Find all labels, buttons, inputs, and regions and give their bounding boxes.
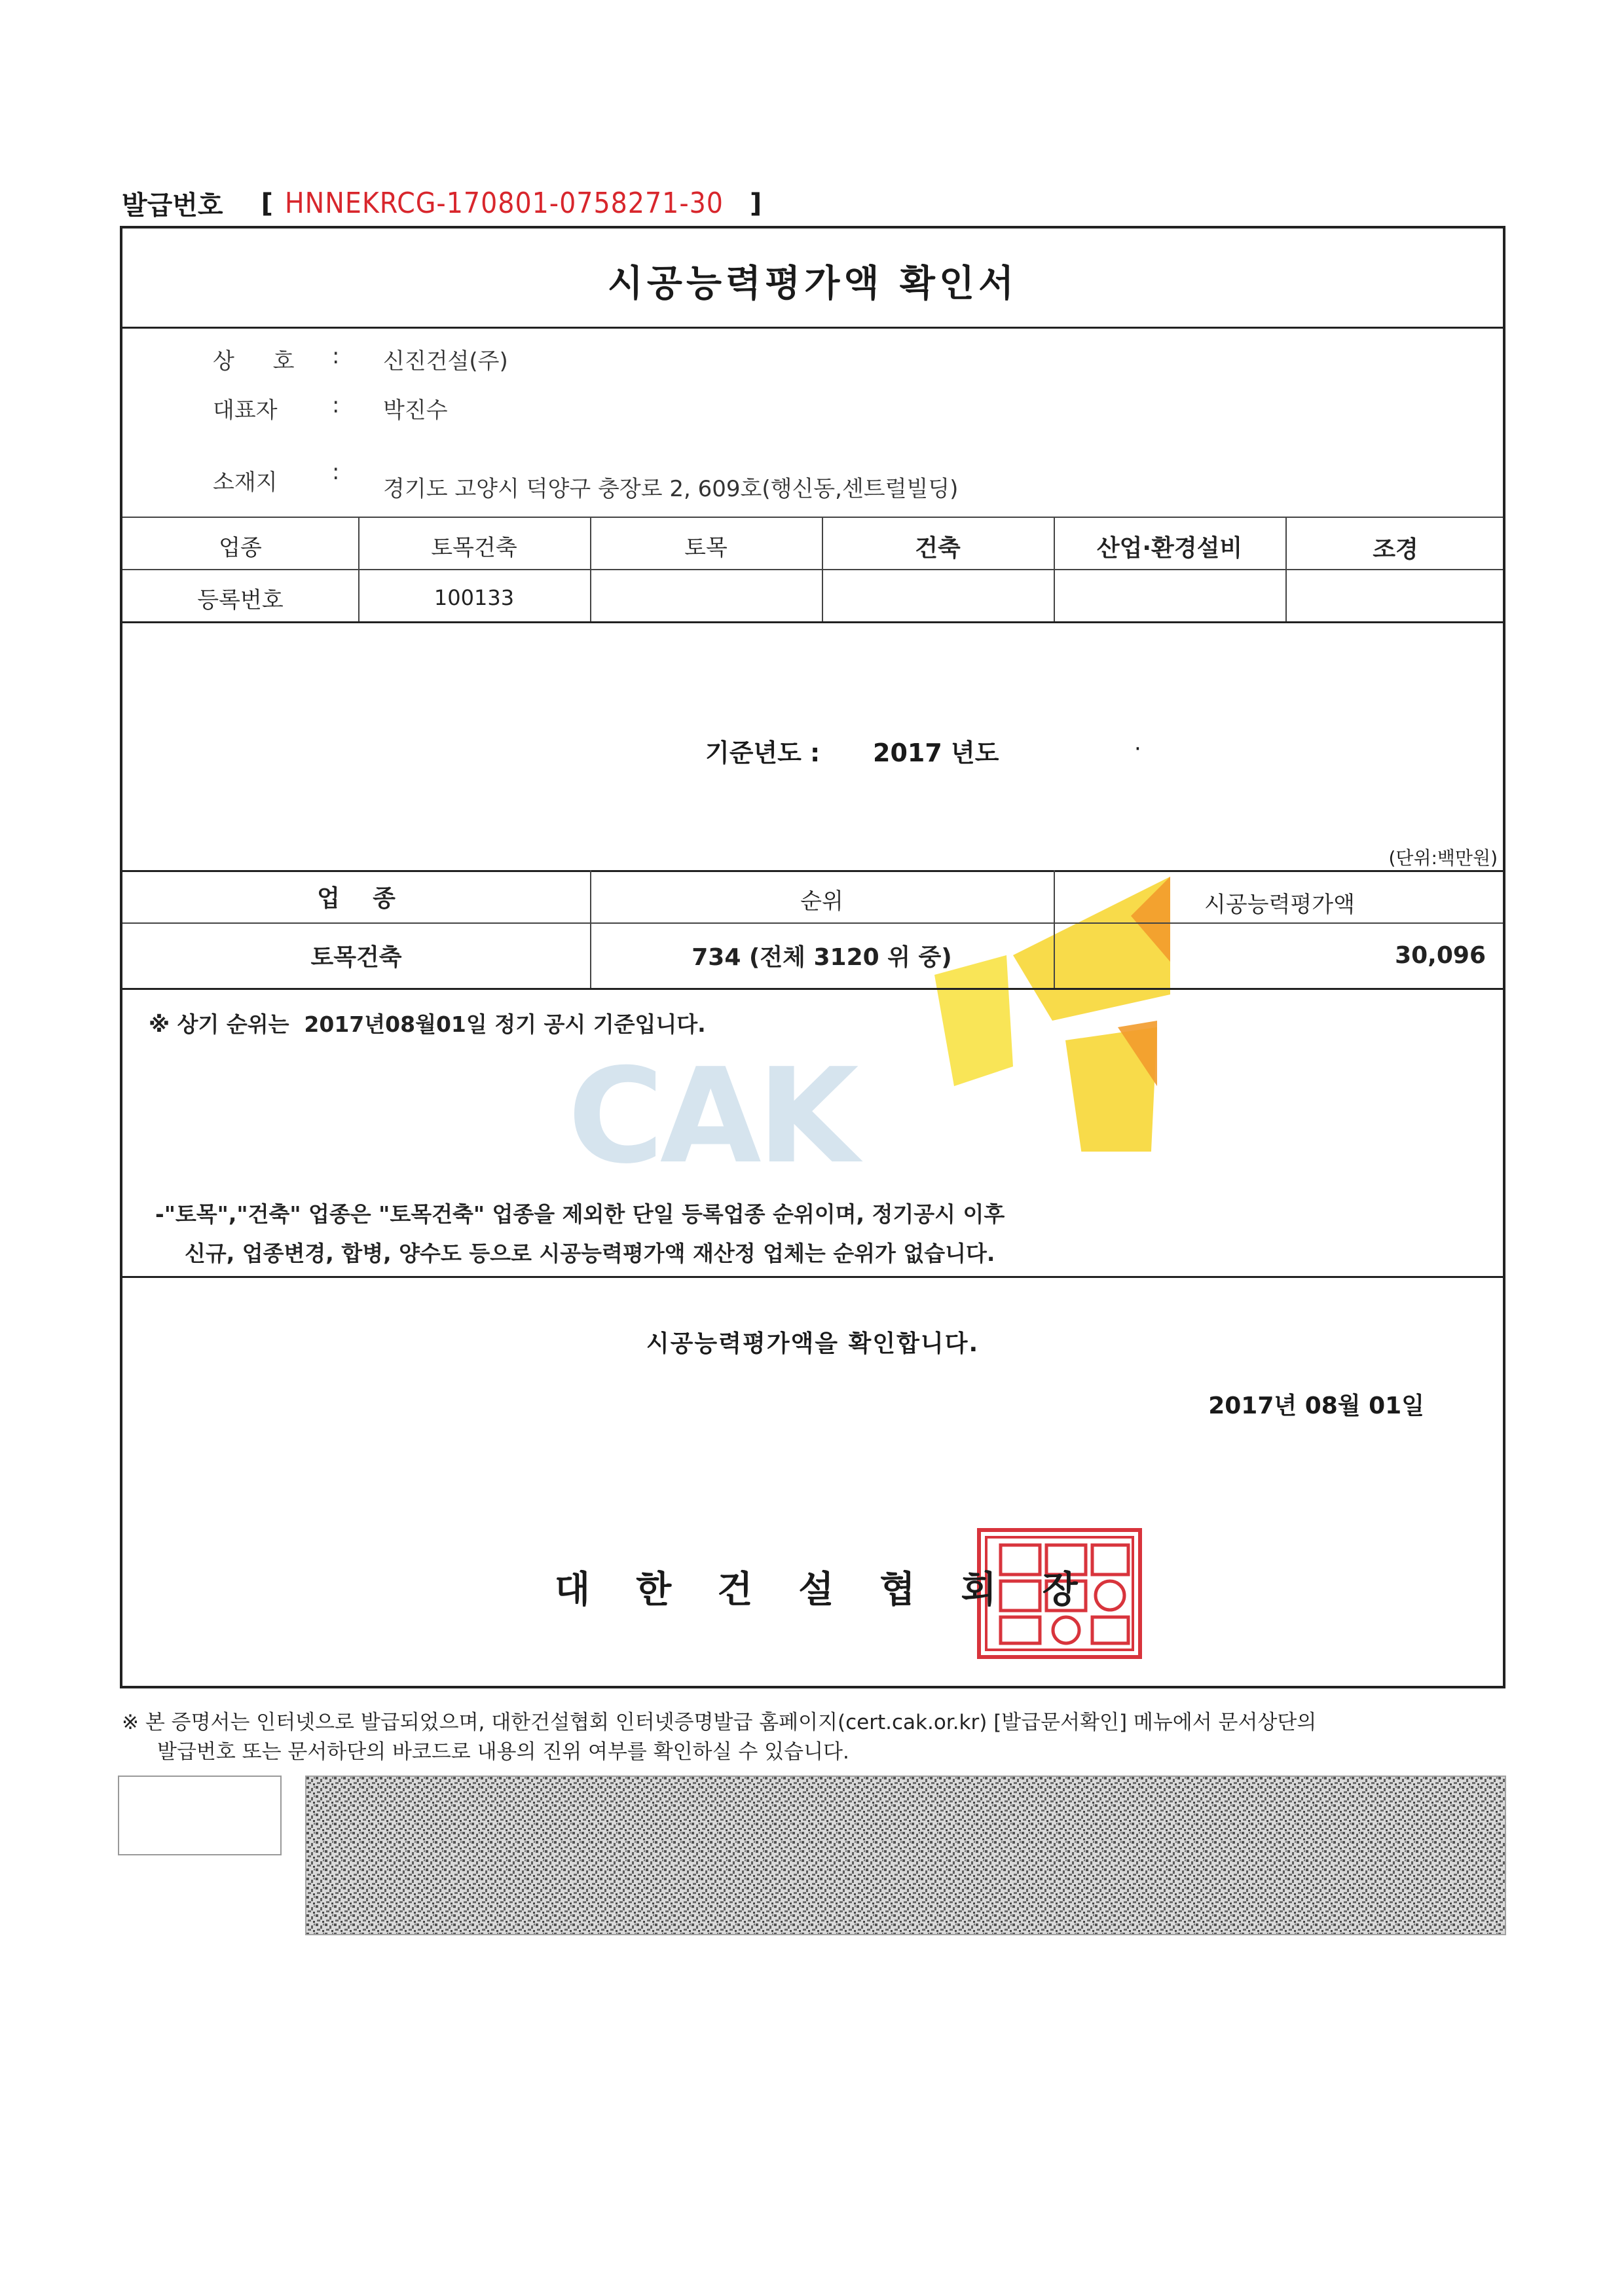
issuer-name: 대한건설협회장 [555, 1569, 1124, 1611]
issue-date: 2017년 08월 01일 [1208, 1393, 1424, 1419]
rank-row-amount: 30,096 [1395, 942, 1486, 969]
colon-2: : [332, 392, 340, 418]
footer-line-1: ※ 본 증명서는 인터넷으로 발급되었으며, 대한건설협회 인터넷증명발급 홈페이지(cert.cak.or.kr) [발급문서확인] 메뉴에서 문서상단의 [122, 1711, 1317, 1734]
title-divider [122, 327, 1503, 329]
remark-line-2: 신규, 업종변경, 합병, 양수도 등으로 시공능력평가액 재산정 업체는 순위가 없습니다. [185, 1241, 995, 1266]
barcode-noise-icon [306, 1777, 1505, 1934]
rank-table-mid [122, 922, 1503, 924]
biz-table-bottom [122, 621, 1503, 623]
footer-line-2: 발급번호 또는 문서하단의 바코드로 내용의 진위 여부를 확인하실 수 있습니다. [157, 1740, 849, 1764]
biz-type-landscape: 조경 [1373, 536, 1418, 563]
colon-3: : [332, 459, 340, 485]
issue-bracket-open: [ [261, 188, 273, 219]
certificate-frame [120, 226, 1505, 1688]
rank-row-type: 토목건축 [310, 944, 402, 971]
address-label: 소재지 [213, 469, 278, 496]
remark-line-1: -"토목","건축" 업종은 "토목건축" 업종을 제외한 단일 등록업종 순위이며, 정기공시 이후 [155, 1201, 1005, 1227]
biz-row-label-reg: 등록번호 [197, 587, 284, 613]
issue-bracket-close: ] [750, 188, 762, 219]
barcode [305, 1776, 1506, 1935]
rank-header-rank: 순위 [800, 888, 843, 915]
stray-dot: · [1134, 736, 1141, 762]
confirm-text: 시공능력평가액을 확인합니다. [646, 1330, 980, 1357]
issue-number-code: HNNEKRCG-170801-0758271-30 [284, 187, 724, 220]
reg-number-civil-arch: 100133 [434, 585, 515, 610]
company-name-value: 신진건설(주) [383, 348, 508, 374]
biz-type-industrial: 산업·환경설비 [1096, 535, 1243, 562]
biz-type-arch: 건축 [915, 535, 961, 562]
rank-table-bottom [122, 988, 1503, 990]
issue-number-row [122, 185, 762, 222]
rank-table-top [122, 870, 1503, 872]
rank-header-type: 업 종 [317, 885, 396, 912]
base-year-value: 2017 년도 [873, 738, 999, 767]
biz-table-mid [122, 569, 1503, 570]
rank-row-rank: 734 (전체 3120 위 중) [692, 944, 952, 971]
rank-note: ※ 상기 순위는 2017년08월01일 정기 공시 기준입니다. [149, 1011, 706, 1037]
representative-label: 대표자 [213, 397, 278, 424]
biz-type-civil: 토목 [684, 535, 728, 561]
document-title: 시공능력평가액 확인서 [607, 263, 1018, 305]
colon-1: : [332, 343, 340, 369]
representative-value: 박진수 [383, 397, 448, 424]
blank-box [118, 1776, 282, 1855]
company-name-label: 상 호 [213, 348, 310, 374]
remark-divider [122, 1276, 1503, 1278]
unit-label: (단위:백만원) [1388, 847, 1498, 869]
biz-table-top [122, 517, 1503, 518]
rank-header-amount: 시공능력평가액 [1204, 892, 1355, 918]
address-value: 경기도 고양시 덕양구 충장로 2, 609호(행신동,센트럴빌딩) [383, 476, 959, 502]
base-year-label: 기준년도 : [705, 738, 821, 767]
biz-row-label-type: 업종 [219, 535, 262, 561]
issue-number-label: 발급번호 [122, 191, 223, 221]
biz-type-civil-arch: 토목건축 [431, 535, 517, 561]
cak-watermark-text: CAK [568, 1040, 855, 1193]
